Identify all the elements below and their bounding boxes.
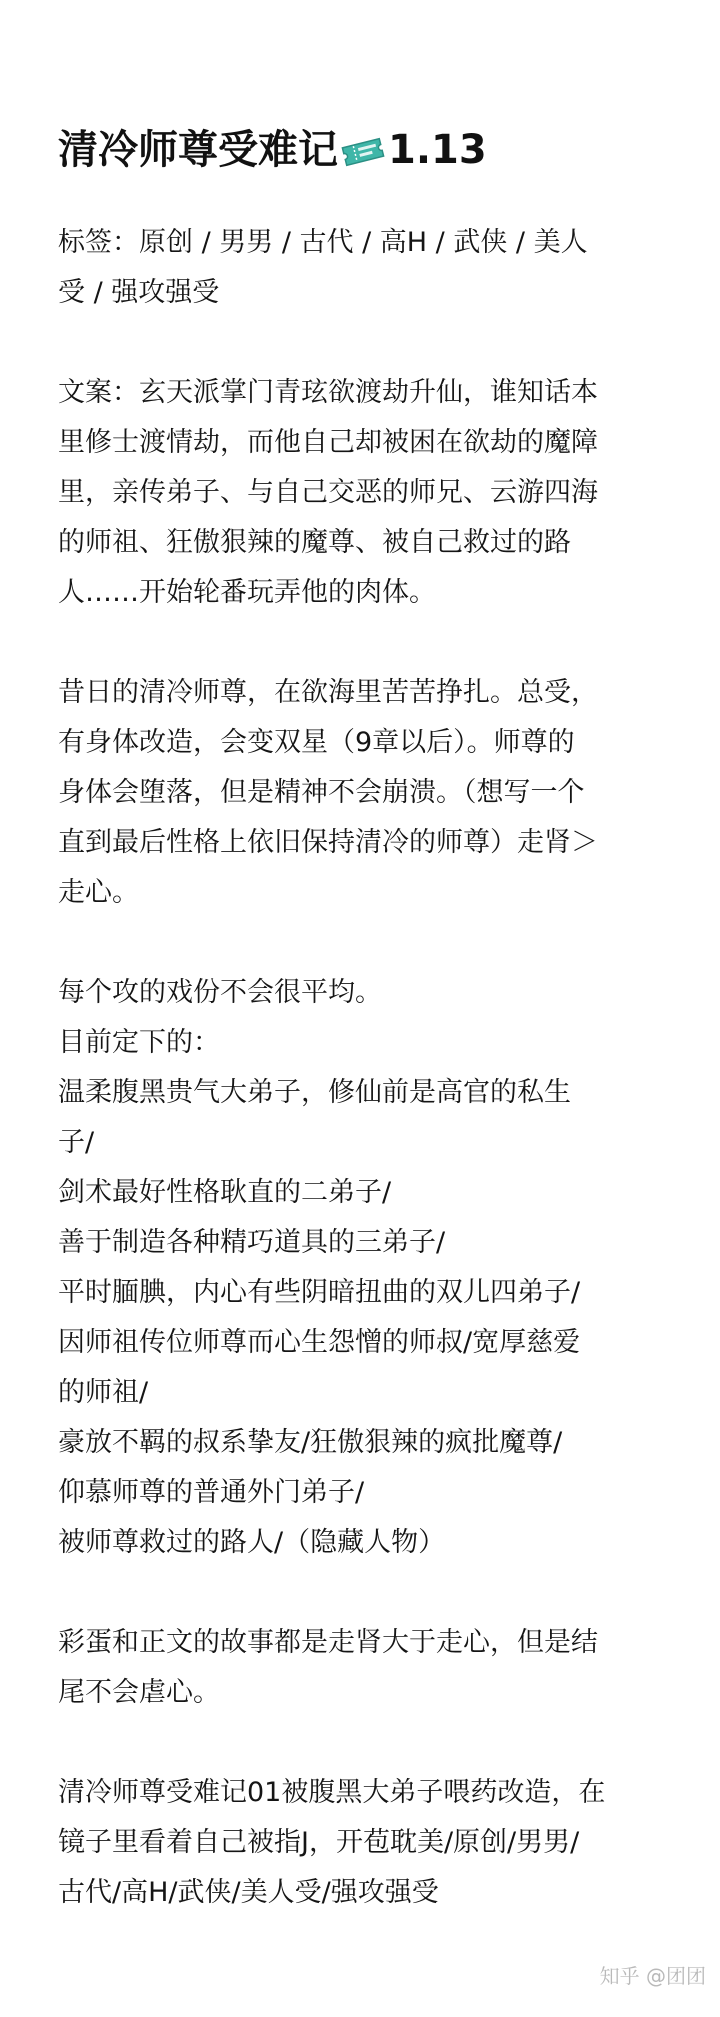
text-line: 每个攻的戏份不会很平均。 [58,977,382,1008]
tags-paragraph [58,218,688,318]
text-line: 目前定下的： [58,1027,220,1058]
characters-paragraph [58,968,688,1568]
chapter-paragraph [58,1768,688,1918]
text-line: 温柔腹黑贵气大弟子，修仙前是高官的私生 [58,1077,571,1108]
text-line: 里，亲传弟子、与自己交恶的师兄、云游四海 [58,477,598,508]
text-line: 身体会堕落，但是精神不会崩溃。（想写一个 [58,777,585,808]
text-line: 昔日的清冷师尊，在欲海里苦苦挣扎。总受， [58,677,598,708]
text-line: 平时腼腆，内心有些阴暗扭曲的双儿四弟子/ [58,1277,581,1308]
text-line: 剑术最好性格耿直的二弟子/ [58,1177,392,1208]
text-line: 镜子里看着自己被指J，开苞耽美/原创/男男/ [58,1827,580,1858]
text-line: 文案：玄天派掌门青玹欲渡劫升仙，谁知话本 [58,377,598,408]
text-line: 标签：原创 / 男男 / 古代 / 高H / 武侠 / 美人 [58,227,588,258]
text-line: 走心。 [58,877,139,908]
text-line: 直到最后性格上依旧保持清冷的师尊）走肾＞ [58,827,598,858]
text-line: 里修士渡情劫，而他自己却被困在欲劫的魔障 [58,427,598,458]
article-body [58,218,688,1968]
text-line: 子/ [58,1127,95,1158]
text-line: 被师尊救过的路人/（隐藏人物） [58,1527,446,1558]
text-line: 的师祖、狂傲狠辣的魔尊、被自己救过的路 [58,527,571,558]
text-line: 受 / 强攻强受 [58,277,220,308]
synopsis-paragraph [58,368,688,618]
text-line: 的师祖/ [58,1377,149,1408]
text-line: 豪放不羁的叔系挚友/狂傲狠辣的疯批魔尊/ [58,1427,563,1458]
text-line: 仰慕师尊的普通外门弟子/ [58,1477,365,1508]
page-title [58,122,487,178]
text-line: 有身体改造，会变双星（9章以后）。师尊的 [58,727,575,758]
text-line: 清冷师尊受难记01被腹黑大弟子喂药改造，在 [58,1777,606,1808]
watermark: 知乎 @团团 [599,1964,706,1988]
text-line: 古代/高H/武侠/美人受/强攻强受 [58,1877,439,1908]
text-line: 善于制造各种精巧道具的三弟子/ [58,1227,446,1258]
text-line: 因师祖传位师尊而心生怨憎的师叔/宽厚慈爱 [58,1327,581,1358]
description-paragraph [58,668,688,918]
text-line: 人……开始轮番玩弄他的肉体。 [58,577,436,608]
text-line: 尾不会虐心。 [58,1677,220,1708]
ticket-icon [340,135,386,169]
title-prefix: 清冷师尊受难记 [58,127,338,173]
text-line: 彩蛋和正文的故事都是走肾大于走心，但是结 [58,1627,598,1658]
title-suffix: 1.13 [388,127,487,173]
extras-paragraph [58,1618,688,1718]
